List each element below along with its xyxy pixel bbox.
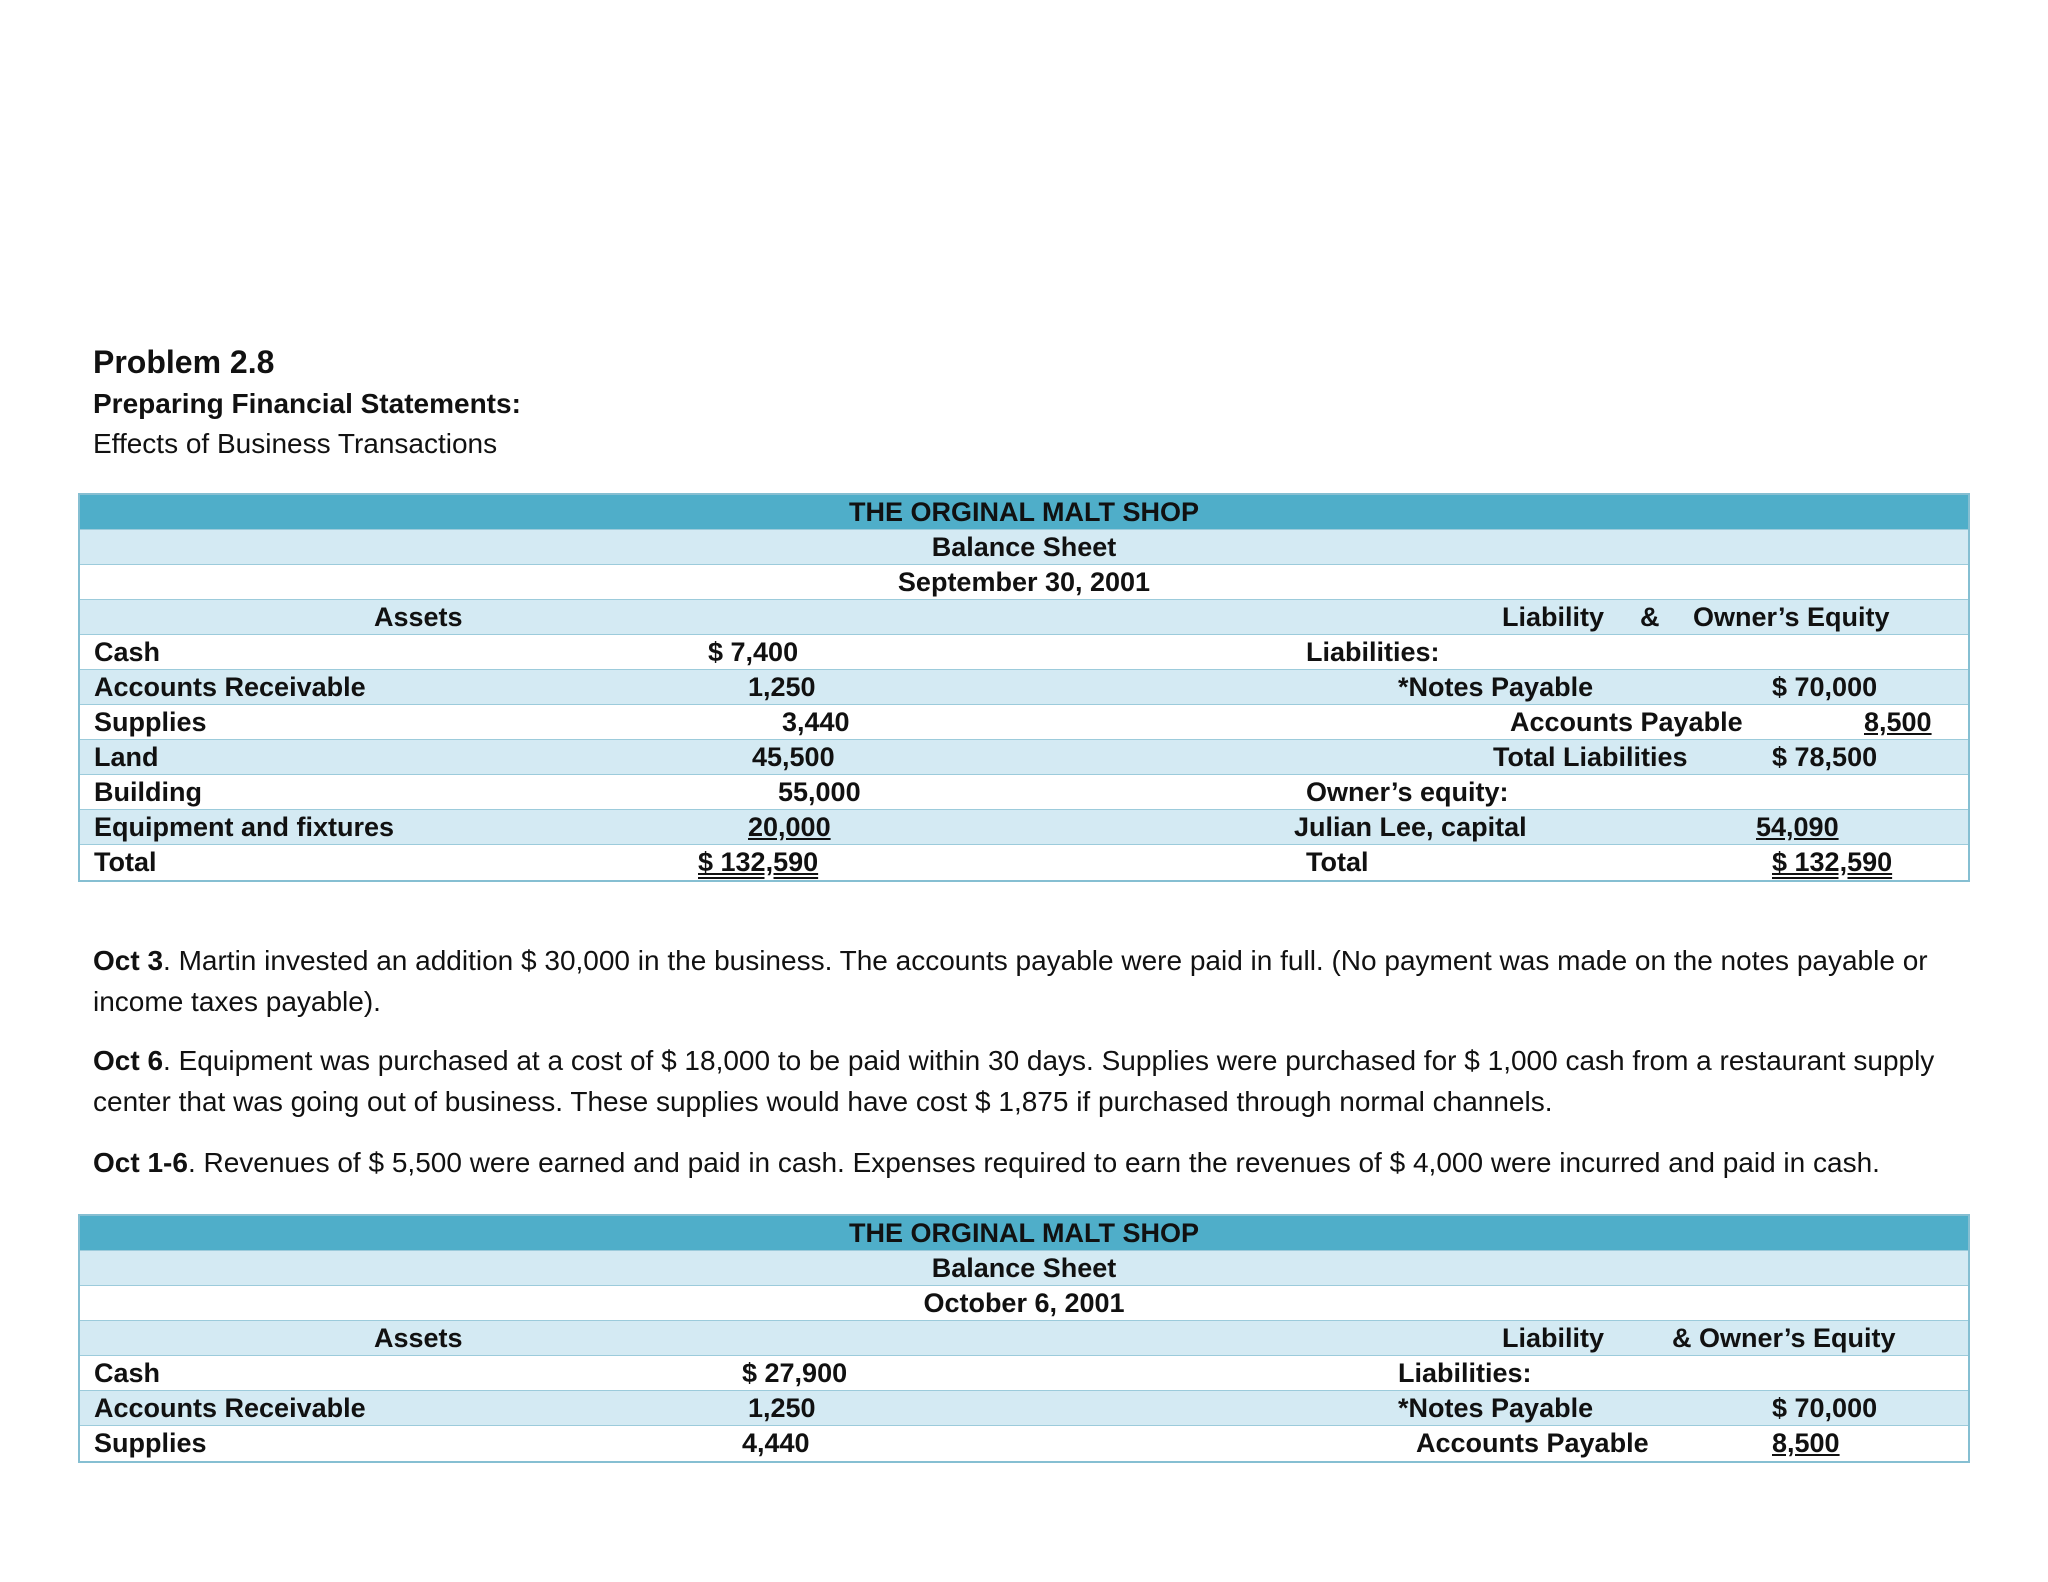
transaction-text: . Martin invested an addition $ 30,000 in the business. The accounts payable were paid in full. (No payment was made on the notes payable or income taxes payable). <box>93 945 1928 1017</box>
sheet-title: Balance Sheet <box>931 1253 1117 1283</box>
problem-topic: Effects of Business Transactions <box>93 428 498 459</box>
liability-header: Liability <box>1502 1323 1605 1353</box>
row-value: 1,250 <box>748 672 816 702</box>
transaction-oct-1-6 <box>93 1142 1963 1183</box>
row-right-value: $ 78,500 <box>1772 742 1878 772</box>
row-right-value: $ 70,000 <box>1772 1393 1878 1423</box>
row-right-label: Accounts Payable <box>1510 707 1743 737</box>
balance-sheet-october <box>78 1214 1970 1463</box>
row-right-label: Total <box>1306 847 1369 877</box>
row-right-label: Julian Lee, capital <box>1294 812 1527 842</box>
table-row <box>80 1391 1968 1426</box>
row-right-value: 8,500 <box>1772 1428 1840 1458</box>
column-header-row <box>80 1321 1968 1356</box>
table-row <box>80 810 1968 845</box>
company-name: THE ORGINAL MALT SHOP <box>849 497 1199 527</box>
row-label: Total <box>94 847 157 877</box>
table-row <box>80 845 1968 880</box>
transaction-date: Oct 1-6 <box>93 1147 188 1178</box>
row-label: Supplies <box>94 707 207 737</box>
row-right-label: Liabilities: <box>1306 637 1440 667</box>
ampersand-header: & <box>1640 602 1660 632</box>
table-row <box>80 1426 1968 1461</box>
table-row <box>80 705 1968 740</box>
row-value: $ 132,590 <box>698 847 819 877</box>
assets-header: Assets <box>374 1323 463 1353</box>
liability-header: Liability <box>1502 602 1605 632</box>
row-label: Land <box>94 742 159 772</box>
row-value: 55,000 <box>778 777 861 807</box>
transaction-oct-6 <box>93 1040 1963 1122</box>
sheet-title: Balance Sheet <box>931 532 1117 562</box>
row-value: $ 7,400 <box>708 637 799 667</box>
row-right-label: Total Liabilities <box>1493 742 1688 772</box>
row-label: Accounts Receivable <box>94 672 366 702</box>
transaction-text: . Equipment was purchased at a cost of $ 18,000 to be paid within 30 days. Supplies were purchased for $ 1,000 cash from a restaurant supply center that was going out of business. These supplies would have cost $ 1,875 if purchased through normal channels. <box>93 1045 1935 1117</box>
transaction-oct-3 <box>93 940 1963 1022</box>
sheet-title-row <box>80 530 1968 565</box>
sheet-date: September 30, 2001 <box>897 567 1151 597</box>
row-value: 20,000 <box>748 812 831 842</box>
row-value: 1,250 <box>748 1393 816 1423</box>
problem-subtitle: Preparing Financial Statements: <box>93 388 521 419</box>
sheet-date-row <box>80 1286 1968 1321</box>
table-row <box>80 1356 1968 1391</box>
sheet-date-row <box>80 565 1968 600</box>
row-label: Supplies <box>94 1428 207 1458</box>
sheet-date: October 6, 2001 <box>923 1288 1125 1318</box>
row-right-label: Liabilities: <box>1398 1358 1532 1388</box>
row-label: Accounts Receivable <box>94 1393 366 1423</box>
sheet-company-row <box>80 495 1968 530</box>
row-right-value: 54,090 <box>1756 812 1839 842</box>
row-label: Equipment and fixtures <box>94 812 395 842</box>
row-label: Building <box>94 777 202 807</box>
table-row <box>80 775 1968 810</box>
transaction-text: . Revenues of $ 5,500 were earned and paid in cash. Expenses required to earn the revenues of $ 4,000 were incurred and paid in cash. <box>187 1147 1880 1178</box>
table-row <box>80 635 1968 670</box>
owners-equity-header: & Owner’s Equity <box>1672 1323 1896 1353</box>
row-right-value: 8,500 <box>1864 707 1932 737</box>
row-right-label: *Notes Payable <box>1398 672 1594 702</box>
table-row <box>80 670 1968 705</box>
sheet-company-row <box>80 1216 1968 1251</box>
row-right-label: Accounts Payable <box>1416 1428 1649 1458</box>
sheet-title-row <box>80 1251 1968 1286</box>
transaction-date: Oct 6 <box>93 1045 164 1076</box>
company-name: THE ORGINAL MALT SHOP <box>849 1218 1199 1248</box>
transaction-date: Oct 3 <box>93 945 164 976</box>
row-right-label: Owner’s equity: <box>1306 777 1509 807</box>
problem-title: Problem 2.8 <box>93 344 275 380</box>
row-right-label: *Notes Payable <box>1398 1393 1594 1423</box>
table-row <box>80 740 1968 775</box>
row-label: Cash <box>94 637 161 667</box>
owners-equity-header: Owner’s Equity <box>1693 602 1890 632</box>
row-value: 4,440 <box>742 1428 810 1458</box>
row-right-value: $ 70,000 <box>1772 672 1878 702</box>
row-right-value: $ 132,590 <box>1772 847 1893 877</box>
row-value: $ 27,900 <box>742 1358 848 1388</box>
row-label: Cash <box>94 1358 161 1388</box>
row-value: 45,500 <box>752 742 835 772</box>
row-value: 3,440 <box>782 707 850 737</box>
column-header-row <box>80 600 1968 635</box>
balance-sheet-september <box>78 493 1970 882</box>
assets-header: Assets <box>374 602 463 632</box>
